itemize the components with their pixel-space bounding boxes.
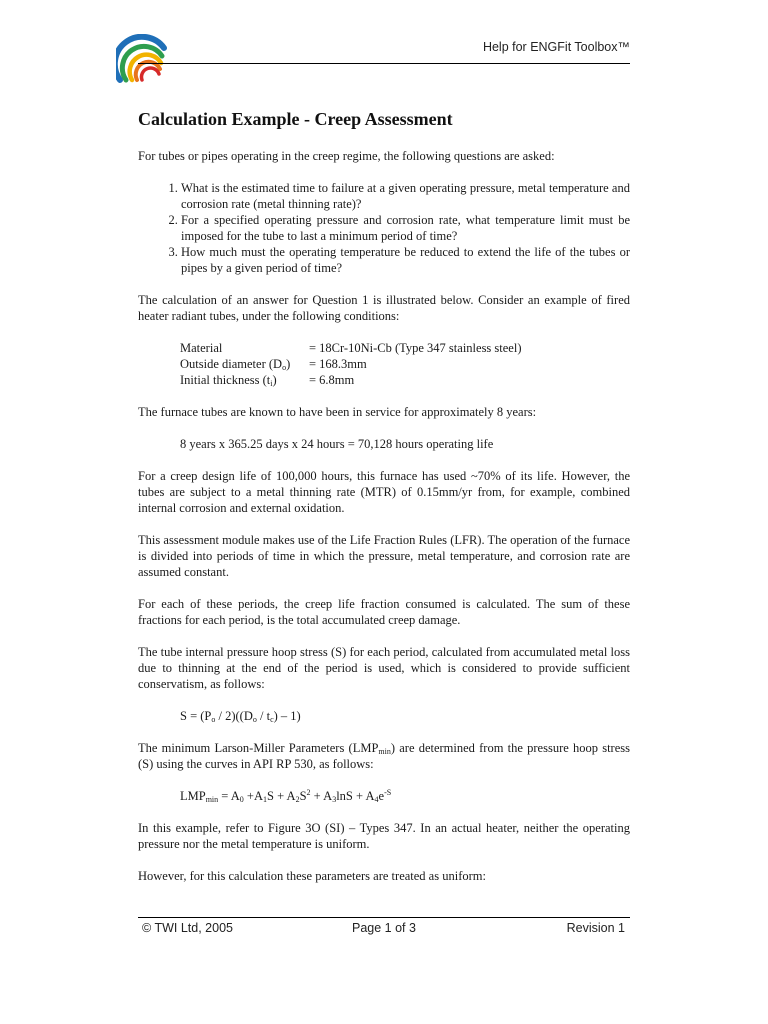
document-body	[138, 108, 630, 900]
condition-label: Outside diameter $(D_o)$	[180, 357, 291, 372]
hoop-stress-paragraph: The tube internal pressure hoop stress (S) for each period, calculated from accumulated metal loss due to thinning at the end of the period is used, which is considered to provide sufficient conservatism, as follows:	[138, 645, 630, 691]
header-divider	[138, 63, 630, 64]
condition-value: = 18Cr-10Ni-Cb (Type 347 stainless steel)	[309, 341, 522, 355]
lmp-paragraph: The minimum Larson-Miller Parameters $(LMP_{min})$ are determined from the pressure hoop stress (S) using the curves in API RP 530, as follows:	[138, 741, 630, 771]
periods-paragraph: For each of these periods, the creep life fraction consumed is calculated. The sum of these fractions for each period, is the total accumulated creep damage.	[138, 597, 630, 627]
footer-divider	[138, 917, 630, 918]
condition-value: = 168.3mm	[309, 357, 367, 371]
list-item: 3. How much must the operating temperature be reduced to extend the life of the tubes or pipes by a given period of time?	[181, 244, 630, 276]
footer-revision: Revision 1	[566, 921, 625, 935]
questions-list	[138, 180, 630, 276]
figure-reference-paragraph: In this example, refer to Figure 3O (SI) – Types 347. In an actual heater, neither the operating pressure nor the metal temperature is uniform.	[138, 821, 630, 851]
list-item: 2. For a specified operating pressure and corrosion rate, what temperature limit must be imposed for the tube to last a minimum period of time?	[181, 212, 630, 244]
condition-value: = 6.8mm	[309, 373, 355, 387]
calc-paragraph: The calculation of an answer for Question 1 is illustrated below. Consider an example of fired heater radiant tubes, under the following conditions:	[138, 293, 630, 323]
design-life-paragraph: For a creep design life of 100,000 hours, this furnace has used ~70% of its life. However, the tubes are subject to a metal thinning rate (MTR) of 0.15mm/yr from, for example, combined internal corrosion and external oxidation.	[138, 469, 630, 515]
condition-row	[180, 356, 630, 372]
service-paragraph: The furnace tubes are known to have been in service for approximately 8 years:	[138, 405, 537, 419]
lmp-equation: $LMP_{min} = A_0 +A_1S + A_2S^2 + A_3\ln S + A_4e^{-S}$	[180, 788, 392, 804]
uniform-paragraph: However, for this calculation these parameters are treated as uniform:	[138, 869, 486, 883]
twi-logo-icon	[116, 34, 170, 84]
condition-row	[180, 340, 630, 356]
header-title: Help for ENGFit Toolbox™	[482, 40, 630, 54]
condition-row	[180, 372, 630, 388]
conditions-table	[180, 340, 630, 388]
document-title: Calculation Example - Creep Assessment	[138, 109, 453, 129]
hoop-stress-equation: $S = (P_o / 2)((D_o / t_c) - 1)$	[180, 709, 301, 724]
condition-label: Material	[180, 341, 223, 355]
footer-page-number: Page 1 of 3	[352, 921, 416, 935]
service-calculation: 8 years x 365.25 days x 24 hours = 70,128 hours operating life	[180, 437, 494, 451]
footer-copyright: © TWI Ltd, 2005	[142, 921, 233, 935]
intro-paragraph: For tubes or pipes operating in the creep regime, the following questions are asked:	[138, 149, 555, 163]
condition-label: Initial thickness $(t_i)$	[180, 373, 277, 388]
lfr-paragraph: This assessment module makes use of the Life Fraction Rules (LFR). The operation of the furnace is divided into periods of time in which the pressure, metal temperature, and corrosion rate are assumed constant.	[138, 533, 630, 579]
list-item: 1. What is the estimated time to failure at a given operating pressure, metal temperature and corrosion rate (metal thinning rate)?	[181, 180, 630, 212]
